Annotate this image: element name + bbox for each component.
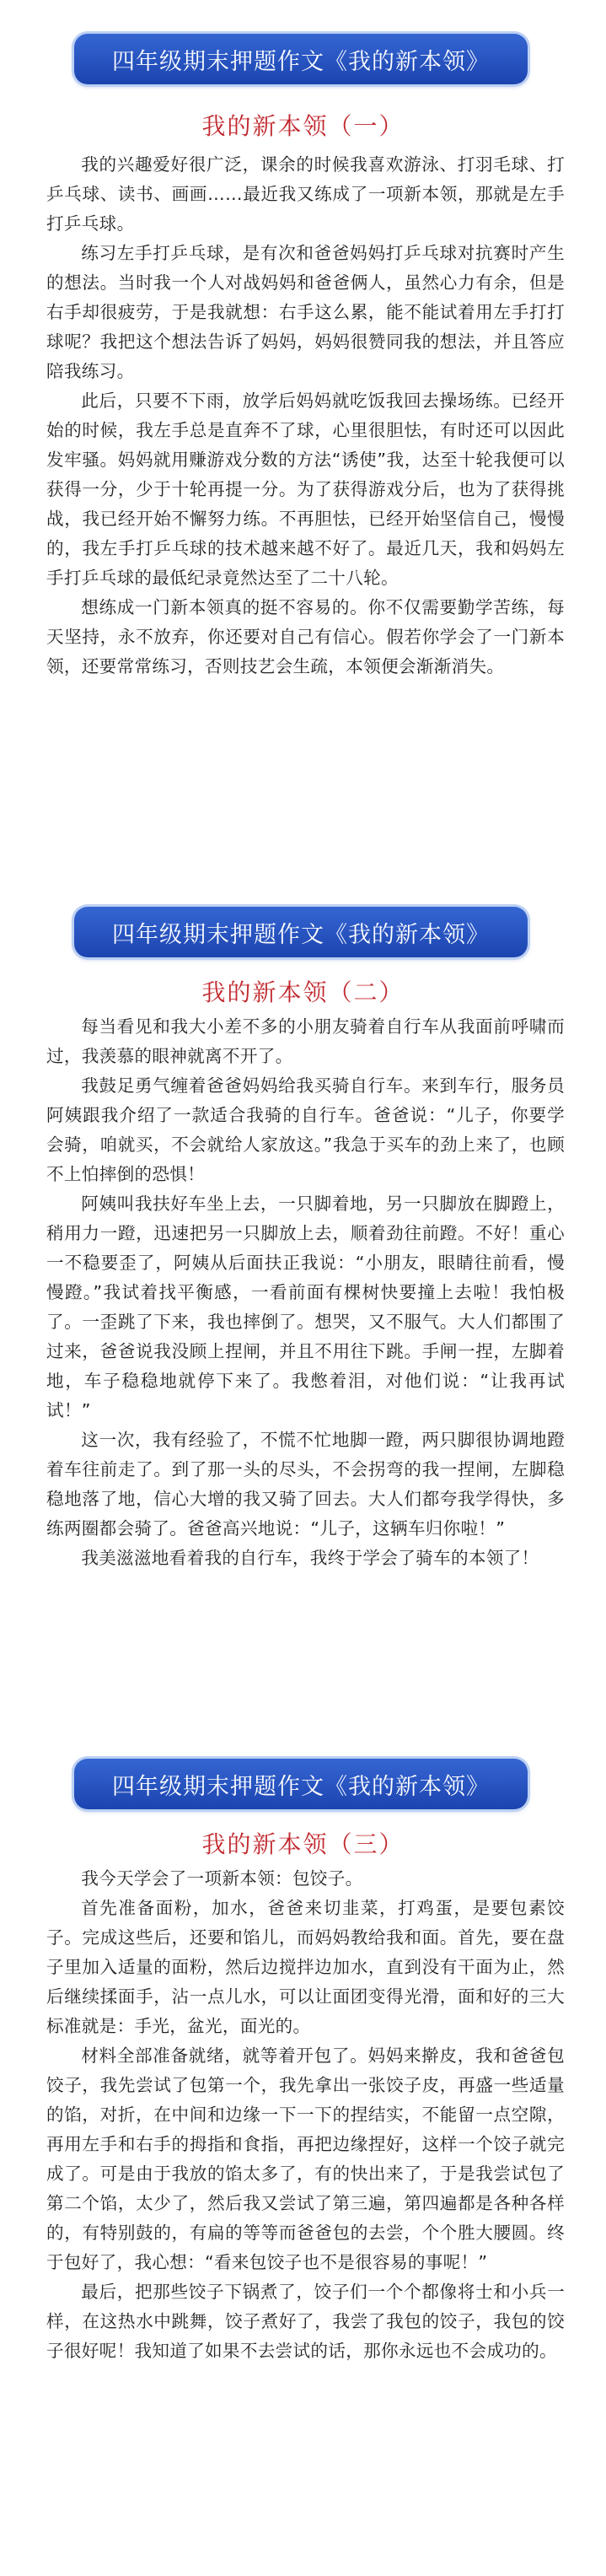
section-1-body bbox=[46, 150, 565, 682]
section-2-banner bbox=[74, 907, 528, 957]
paragraph: 我鼓足勇气缠着爸爸妈妈给我买骑自行车。来到车行，服务员阿姨跟我介绍了一款适合我骑的自行车。爸爸说：“儿子，你要学会骑，咱就买，不会就给人家放这。”我急于买车的劲上来了，也顾不上怕摔倒的恐惧！ bbox=[46, 1075, 565, 1184]
paragraph: 首先准备面粉，加水，爸爸来切韭菜，打鸡蛋，是要包素饺子。完成这些后，还要和馅儿，而妈妈教给我和面。首先，要在盘子里加入适量的面粉，然后边搅拌边加水，直到没有干面为止，然后继续揉面手，沾一点儿水，可以让面团变得光滑，面和好的三大标准就是：手光，盆光，面光的。 bbox=[46, 1898, 565, 2036]
section-3-banner-title: 四年级期末押题作文《我的新本领》 bbox=[112, 1773, 490, 1800]
paragraph: 每当看见和我大小差不多的小朋友骑着自行车从我面前呼啸而过，我羡慕的眼神就离不开了。 bbox=[46, 1016, 565, 1066]
paragraph: 我今天学会了一项新本领：包饺子。 bbox=[81, 1868, 363, 1889]
section-3-body bbox=[46, 1864, 565, 2366]
paragraph: 这一次，我有经验了，不慌不忙地脚一蹬，两只脚很协调地蹬着车往前走了。到了那一头的尽头，不会拐弯的我一捏闸，左脚稳稳地落了地，信心大增的我又骑了回去。大人们都夸我学得快，多练两圈都会骑了。爸爸高兴地说：“儿子，这辆车归你啦！” bbox=[46, 1430, 565, 1539]
section-2-banner-title: 四年级期末押题作文《我的新本领》 bbox=[112, 921, 490, 948]
paragraph: 材料全部准备就绪，就等着开包了。妈妈来擀皮，我和爸爸包饺子，我先尝试了包第一个，我先拿出一张饺子皮，再盛一些适量的馅，对折，在中间和边缘一下一下的捏结实，不能留一点空隙，再用左手和右手的拇指和食指，再把边缘捏好，这样一个饺子就完成了。可是由于我放的馅太多了，有的快出来了，于是我尝试包了第二个馅，太少了，然后我又尝试了第三遍，第四遍都是各种各样的，有特别鼓的，有扁的等等而爸爸包的去尝，个个胜大腰圆。终于包好了，我心想：“看来包饺子也不是很容易的事呢！” bbox=[46, 2045, 565, 2272]
section-2-subtitle: 我的新本领（二） bbox=[201, 978, 405, 1006]
section-3-subtitle: 我的新本领（三） bbox=[201, 1830, 405, 1858]
paragraph: 此后，只要不下雨，放学后妈妈就吃饭我回去操场练。已经开始的时候，我左手总是直奔不了球，心里很胆怯，有时还可以因此发牢骚。妈妈就用赚游戏分数的方法“诱使”我，达至十轮我便可以获得一分，少于十轮再提一分。为了获得游戏分后，也为了获得挑战，我已经开始不懈努力练。不再胆怯，已经开始坚信自己，慢慢的，我左手打乒乓球的技术越来越不好了。最近几天，我和妈妈左手打乒乓球的最低纪录竟然达至了二十八轮。 bbox=[46, 391, 565, 588]
paragraph: 练习左手打乒乓球，是有次和爸爸妈妈打乒乓球对抗赛时产生的想法。当时我一个人对战妈妈和爸爸俩人，虽然心力有余，但是右手却很疲劳，于是我就想：右手这么累，能不能试着用左手打打球呢？我把这个想法告诉了妈妈，妈妈很赞同我的想法，并且答应陪我练习。 bbox=[46, 243, 565, 381]
paragraph: 阿姨叫我扶好车坐上去，一只脚着地，另一只脚放在脚蹬上，稍用力一蹬，迅速把另一只脚放上去，顺着劲往前蹬。不好！重心一不稳要歪了，阿姨从后面扶正我说：“小朋友，眼睛往前看，慢慢蹬。”我试着找平衡感，一看前面有棵树快要撞上去啦！我怕极了。一歪跳了下来，我也摔倒了。想哭，又不服气。大人们都围了过来，爸爸说我没顾上捏闸，并且不用往下跳。手闸一捏，左脚着地，车子稳稳地就停下来了。我憋着泪，对他们说：“让我再试试！” bbox=[46, 1194, 565, 1420]
paragraph: 我的兴趣爱好很广泛，课余的时候我喜欢游泳、打羽毛球、打乒乓球、读书、画画……最近我又练成了一项新本领，那就是左手打乒乓球。 bbox=[46, 154, 565, 234]
paragraph: 我美滋滋地看着我的自行车，我终于学会了骑车的本领了！ bbox=[81, 1548, 539, 1568]
section-3-banner bbox=[74, 1759, 528, 1809]
paragraph: 想练成一门新本领真的挺不容易的。你不仅需要勤学苦练，每天坚持，永不放弃，你还要对自己有信心。假若你学会了一门新本领，还要常常练习，否则技艺会生疏，本领便会渐渐消失。 bbox=[46, 597, 565, 676]
section-1-banner-title: 四年级期末押题作文《我的新本领》 bbox=[112, 48, 490, 75]
paragraph: 最后，把那些饺子下锅煮了，饺子们一个个都像将士和小兵一样，在这热水中跳舞，饺子煮好了，我尝了我包的饺子，我包的饺子很好呢！我知道了如果不去尝试的话，那你永远也不会成功的。 bbox=[46, 2282, 565, 2361]
section-2-body bbox=[46, 1012, 565, 1573]
section-1-banner bbox=[74, 34, 528, 84]
section-1-subtitle: 我的新本领（一） bbox=[201, 112, 405, 140]
